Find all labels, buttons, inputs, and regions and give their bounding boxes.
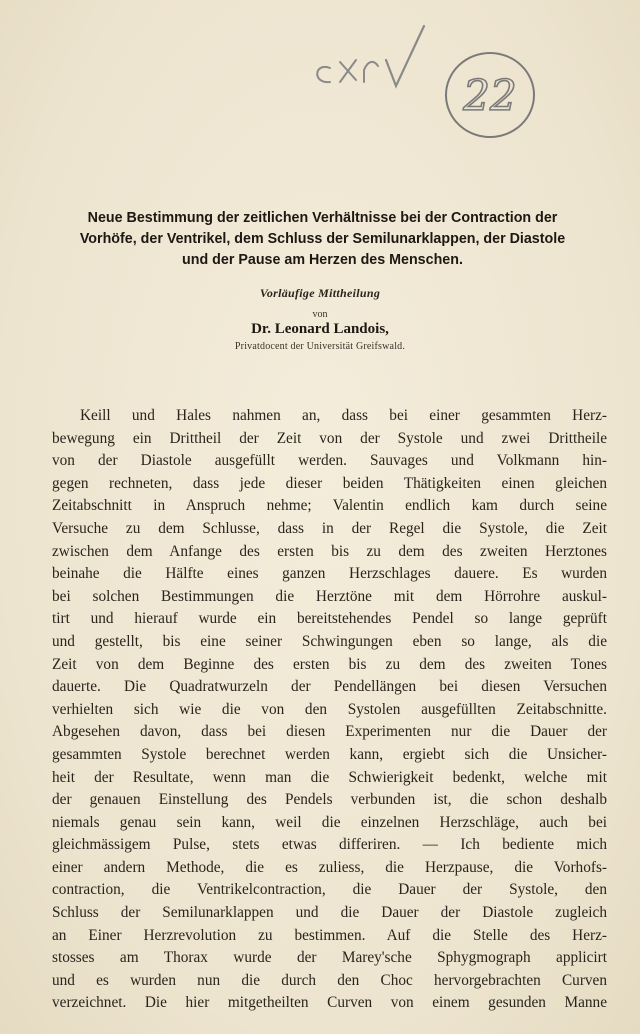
body-line: tirt und hierauf wurde ein bereitstehendes Pendel so lange geprüft [52,610,607,628]
body-line: Versuche zu dem Schlusse, dass in der Regel die Systole, die Zeit [52,519,607,537]
body-line: zwischen dem Anfange des ersten bis zu dem des zweiten Herztones [52,542,607,560]
body-line: verhielten sich wie die von den Systolen ausgefüllten Zeitabschnitte. [52,700,607,718]
body-line: von der Diastole ausgefüllt werden. Sauvages und Volkmann hin- [52,452,607,470]
handwritten-annotation [300,10,550,150]
title-line: Neue Bestimmung der zeitlichen Verhältnisse bei der Contraction der [87,209,558,226]
body-line: verzeichnet. Die hier mitgetheilten Curven von einem gesunden Manne [52,994,607,1012]
body-line: Schluss der Semilunarklappen und die Dauer der Diastole zugleich [52,904,607,922]
body-line: Zeitabschnitt in Anspruch nehme; Valentin endlich kam durch seine [52,497,607,515]
body-line: dauerte. Die Quadratwurzeln der Pendellängen bei diesen Versuchen [52,678,607,696]
body-line: Keill und Hales nahmen an, dass bei einer gesammten Herz- [80,407,607,424]
body-line: einer andern Methode, die es zuliess, die Herzpause, die Vorhofs- [52,858,607,876]
body-line: und gestellt, bis eine seiner Schwingungen eben so lange, als die [52,632,607,650]
body-line: der genauen Einstellung des Pendels verbunden ist, die schon deshalb [52,791,607,809]
article-title [57,207,588,270]
body-line: stosses am Thorax wurde der Marey'sche Sphygmograph applicirt [52,949,607,967]
body-line: gegen rechneten, dass jede dieser beiden Thätigkeiten einen gleichen [52,474,607,492]
body-line: gesammten Systole berechnet werden kann, ergiebt sich die Unsicher- [52,745,607,763]
title-line: Vorhöfe, der Ventrikel, dem Schluss der Semilunarklappen, der Diastole [79,230,566,247]
body-text [52,405,607,1015]
subtitle: Vorläufige Mittheilung [259,286,381,300]
circled-page-number: 22 [463,71,517,120]
body-line: und es wurden nun die durch den Choc hervorgebrachten Curven [52,971,607,989]
body-line: an Einer Herzrevolution zu bestimmen. Auf die Stelle des Herz- [52,926,607,944]
body-line: beinahe die Hälfte eines ganzen Herzschlages dauere. Es wurden [52,565,607,583]
body-line: heit der Resultate, wenn man die Schwierigkeit bedenkt, welche mit [52,768,607,786]
body-line: contraction, die Ventrikelcontraction, die Dauer der Systole, den [52,881,607,899]
body-line: niemals genau sein kann, weil die einzelnen Herzschläge, auch bei [52,813,607,831]
author-name: Dr. Leonard Landois, [251,321,389,337]
body-line: bei solchen Bestimmungen die Herztöne mit dem Hörrohre auskul- [52,587,607,605]
author-affiliation: Privatdocent der Universität Greifswald. [234,341,406,352]
body-line: gleichmässigem Pulse, stets etwas differiren. — Ich bediente mich [52,836,607,854]
title-line: und der Pause am Herzen des Menschen. [182,251,463,268]
byline-von: von [312,309,328,320]
body-line: Abgesehen davon, dass bei diesen Experimenten nur die Dauer der [52,723,607,741]
body-line: Zeit von dem Beginne des ersten bis zu dem des zweiten Tones [52,655,607,673]
body-line: bewegung ein Drittheil der Zeit von der Systole und zwei Drittheile [52,429,607,447]
